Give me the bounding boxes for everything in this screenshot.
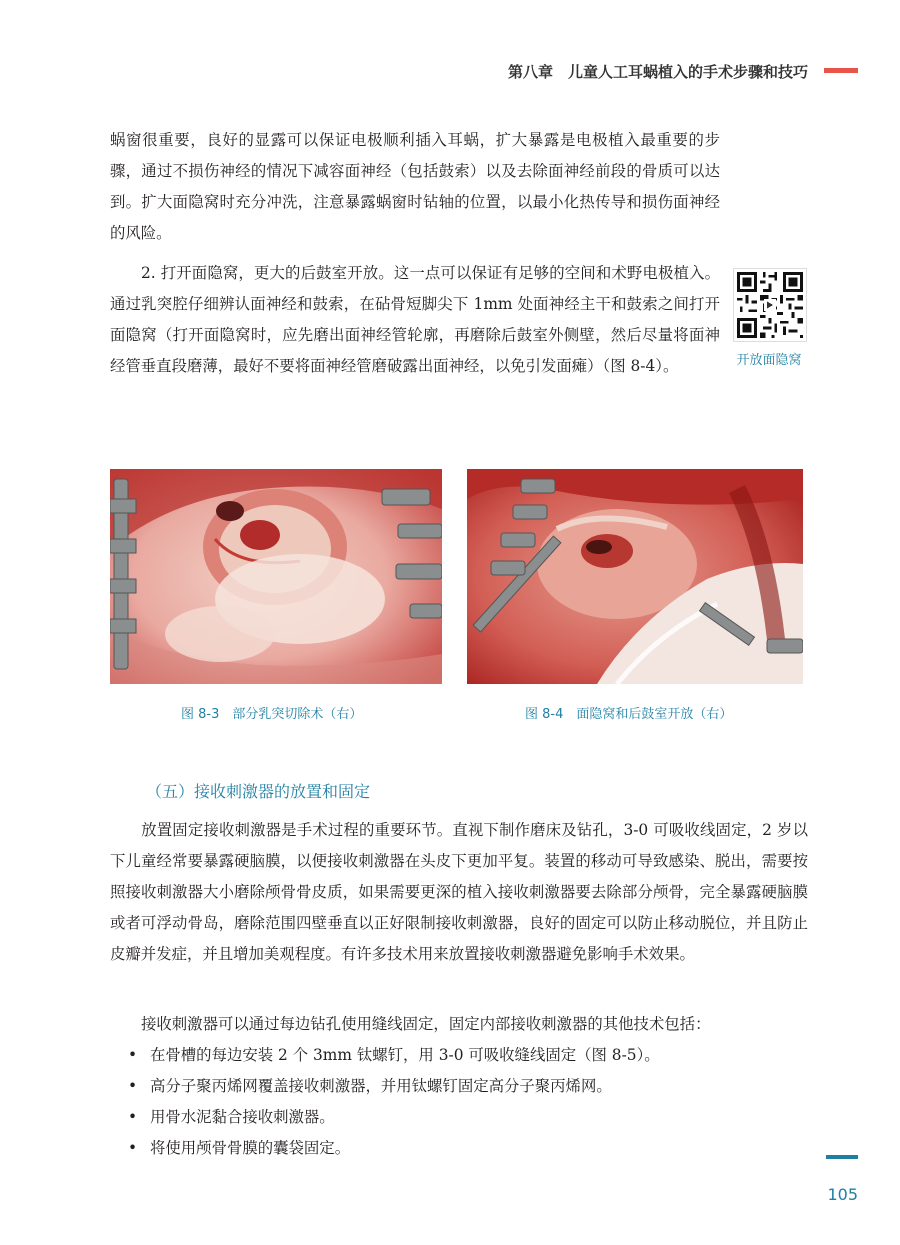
list-item-text: 在骨槽的每边安装 2 个 3mm 钛螺钉，用 3-0 可吸收缝线固定（图 8-5）。 [150,1046,660,1064]
figure-8-3-photo [110,469,442,684]
list-item-text: 高分子聚丙烯网覆盖接收刺激器，并用钛螺钉固定高分子聚丙烯网。 [150,1077,612,1095]
figure-8-4-caption: 图 8-4 面隐窝和后鼓室开放（右） [525,707,733,722]
paragraph-4-text: 接收刺激器可以通过每边钻孔使用缝线固定，固定内部接收刺激器的其他技术包括： [141,1015,711,1033]
chapter-header-title: 第八章 儿童人工耳蜗植入的手术步骤和技巧 [507,63,808,81]
bullet-icon: • [128,1108,138,1126]
list-item [128,1133,660,1164]
header-accent-bar [824,68,858,73]
body-paragraph-3 [110,815,808,970]
paragraph-2-text: 2. 打开面隐窝，更大的后鼓室开放。这一点可以保证有足够的空间和术野电极植入。通过乳突腔仔细辨认面神经和鼓索，在砧骨短脚尖下 1mm 处面神经主干和鼓索之间打开面隐窝（打开面隐窝时，应先磨出面神经管轮廓，再磨除后鼓室外侧壁，然后尽量将面神经管垂直段磨薄，最好不要将面神经管磨破露出面神经，以免引发面瘫）（图 8-4）。 [110,264,720,375]
bullet-icon: • [128,1139,138,1157]
list-item-text: 将使用颅骨骨膜的囊袋固定。 [150,1139,351,1157]
figure-8-3-caption: 图 8-3 部分乳突切除术（右） [181,707,363,722]
section-heading: （五）接收刺激器的放置和固定 [146,782,371,801]
list-item [128,1102,660,1133]
bullet-icon: • [128,1077,138,1095]
bullet-icon: • [128,1046,138,1064]
list-item-text: 用骨水泥黏合接收刺激器。 [150,1108,335,1126]
figure-8-4-photo [467,469,803,684]
qr-code-icon[interactable] [733,268,807,342]
page-number-accent-bar [826,1155,858,1159]
body-paragraph-4 [110,1009,808,1040]
body-paragraph-1: 蜗窗很重要，良好的显露可以保证电极顺利插入耳蜗，扩大暴露是电极植入最重要的步骤，通过不损伤神经的情况下减容面神经（包括鼓索）以及去除面神经前段的骨质可以达到。扩大面隐窝时充分冲洗，注意暴露蜗窗时钻轴的位置，以最小化热传导和损伤面神经的风险。 [110,131,720,242]
technique-bullet-list [128,1040,660,1164]
body-paragraph-2 [110,258,720,382]
qr-code-label: 开放面隐窝 [736,353,802,368]
paragraph-3-text: 放置固定接收刺激器是手术过程的重要环节。直视下制作磨床及钻孔，3-0 可吸收线固定，2 岁以下儿童经常要暴露硬脑膜，以便接收刺激器在头皮下更加平复。装置的移动可导致感染、脱出，需要按照接收刺激器大小磨除颅骨骨皮质，如果需要更深的植入接收刺激器要去除部分颅骨，完全暴露硬脑膜或者可浮动骨岛，磨除范围四壁垂直以正好限制接收刺激器，良好的固定可以防止移动脱位，并且防止皮瓣并发症，并且增加美观程度。有许多技术用来放置接收刺激器避免影响手术效果。 [110,821,808,963]
list-item [128,1071,660,1102]
list-item [128,1040,660,1071]
page-number: 105 [827,1185,858,1204]
